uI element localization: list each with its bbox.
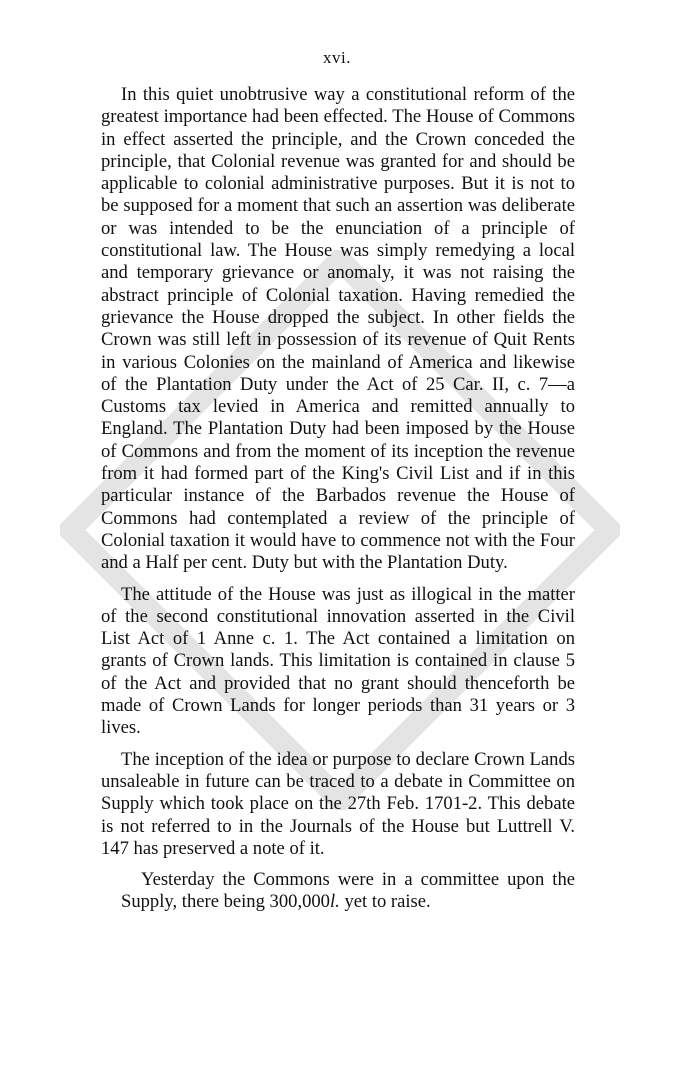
paragraph-2: The attitude of the House was just as illogical in the matter of the second constitutional innovation asserted in the Civil List Act of 1 Anne c. 1. The Act contained a limitation on grants of Crown lands. This limitation is contained in clause 5 of the Act and provided that no grant should thenceforth be made of Crown Lands for longer periods than 31 years or 3 lives. xyxy=(101,583,575,739)
quote-text-end: yet to raise. xyxy=(339,891,431,913)
quote-text: Yesterday the Commons were in a committee upon the Supply, there being 300,000 xyxy=(121,869,575,913)
page-number: xvi. xyxy=(323,48,351,67)
document-body xyxy=(101,84,575,914)
paragraph-3: The inception of the idea or purpose to declare Crown Lands unsaleable in future can be traced to a debate in Committee on Supply which took place on the 27th Feb. 1701-2. This debate is not referred to in the Journals of the House but Luttrell V. 147 has preserved a note of it. xyxy=(101,748,575,859)
paragraph-1: In this quiet unobtrusive way a constitutional reform of the greatest importance had been effected. The House of Commons in effect asserted the principle, and the Crown conceded the principle, that Colonial revenue was granted for and should be applicable to colonial administrative purposes. But it is not to be supposed for a moment that such an assertion was deliberate or was intended to be the enunciation of a principle of constitutional law. The House was simply remedying a local and temporary grievance or anomaly, it was not raising the abstract principle of Colonial taxation. Having remedied the grievance the House dropped the subject. In other fields the Crown was still left in possession of its revenue of Quit Rents in various Colonies on the mainland of America and likewise of the Plantation Duty under the Act of 25 Car. II, c. 7—a Customs tax levied in America and remitted annually to England. The Plantation Duty had been imposed by the House of Commons and from the moment of its inception the revenue from it had formed part of the King's Civil List and if in this particular instance of the Barbados revenue the House of Commons had contemplated a review of the principle of Colonial taxation it would have to commence not with the Four and a Half per cent. Duty but with the Plantation Duty. xyxy=(101,84,575,574)
block-quote xyxy=(121,869,575,914)
quote-italic: l. xyxy=(329,891,340,913)
